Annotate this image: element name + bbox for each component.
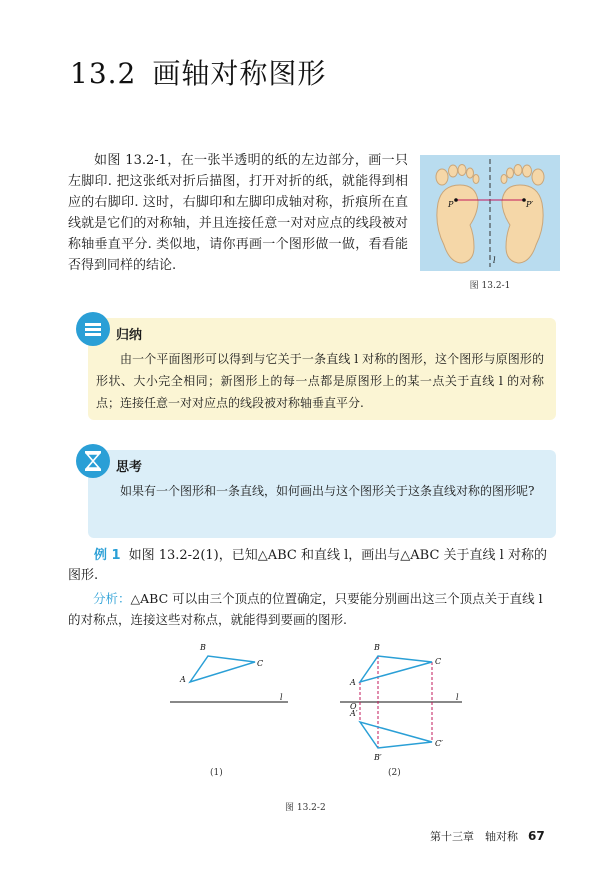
section-title-text: 画轴对称图形 [152, 57, 327, 90]
page-title [70, 52, 326, 92]
page-footer [430, 828, 545, 844]
intro-paragraph: 如图 13.2-1，在一张半透明的纸的左边部分，画一只左脚印. 把这张纸对折后描图，打开对折的纸，就能得到相应的右脚印. 这时，右脚印和左脚印成轴对称，折痕所在直线就是它们的对称轴，并且连接任意一对对应点的线段被对称轴垂直平分. 类似地，请你再画一个图形做一做，看看能否得到同样的结论. [68, 153, 408, 273]
analysis-paragraph [68, 588, 558, 630]
label-c-prime: C′ [435, 739, 443, 748]
label-b-2: B [374, 643, 380, 652]
example-text: 如图 13.2-2(1)，已知△ABC 和直线 l，画出与△ABC 关于直线 l 对称的图形. [68, 548, 547, 583]
triangle-figure [160, 638, 480, 788]
label-b-1: B [200, 643, 206, 652]
label-p: P [448, 200, 454, 209]
figure1-caption: 图 13.2-1 [469, 281, 511, 291]
figure-part-1 [170, 643, 288, 702]
intro-paragraph-block [68, 150, 408, 276]
label-o: O [350, 702, 357, 711]
figure2-sub1-label: (1) [210, 768, 223, 778]
figure2-sub2-label: (2) [388, 768, 401, 778]
summary-text-block [96, 348, 544, 414]
summary-box [88, 318, 556, 420]
label-a-1: A [180, 675, 186, 684]
book-icon [76, 312, 110, 346]
think-heading: 思考 [116, 460, 143, 475]
label-l: l [493, 256, 496, 265]
triangle-abc-1 [190, 656, 255, 682]
footer-chapter: 第十三章 轴对称 [430, 830, 518, 843]
think-box [88, 450, 556, 538]
label-c-2: C [435, 657, 442, 666]
triangle-diagram [160, 638, 480, 788]
label-b-prime: B′ [374, 753, 382, 762]
summary-text: 由一个平面图形可以得到与它关于一条直线 l 对称的图形，这个图形与原图形的形状、大小完全相同；新图形上的每一点都是原图形上的某一点关于直线 l 的对称点；连接任意一对对应点的线段被对称轴垂直平分. [96, 352, 544, 410]
right-footprint [501, 165, 544, 264]
example-paragraph [68, 546, 558, 586]
label-a-2: A [350, 678, 356, 687]
point-p [454, 198, 458, 202]
analysis-text: △ABC 可以由三个顶点的位置确定，只要能分别画出这三个顶点关于直线 l 的对称点，连接这些对称点，就能得到要画的图形. [68, 591, 543, 627]
page-number: 67 [528, 829, 545, 843]
label-a-prime: A′ [350, 709, 358, 718]
label-l-2: l [456, 693, 459, 702]
analysis-label: 分析： [93, 591, 131, 606]
think-text-block [96, 480, 544, 502]
hourglass-icon [76, 444, 110, 478]
think-text: 如果有一个图形和一条直线，如何画出与这个图形关于这条直线对称的图形呢? [120, 484, 535, 498]
footprint-illustration [420, 155, 560, 271]
example-label: 例 1 [94, 548, 121, 563]
label-l-1: l [280, 693, 283, 702]
triangle-abc-2 [360, 656, 432, 682]
footprint-figure [420, 155, 560, 271]
triangle-abc-prime [360, 722, 432, 748]
label-p-prime: P′ [526, 200, 534, 209]
figure-part-2 [340, 643, 462, 762]
section-number: 13.2 [70, 57, 137, 90]
figure2-caption: 图 13.2-2 [285, 803, 326, 813]
left-footprint [436, 165, 479, 264]
summary-heading: 归纳 [116, 328, 143, 343]
example-block [68, 546, 558, 586]
analysis-block [68, 588, 558, 630]
label-c-1: C [257, 659, 264, 668]
